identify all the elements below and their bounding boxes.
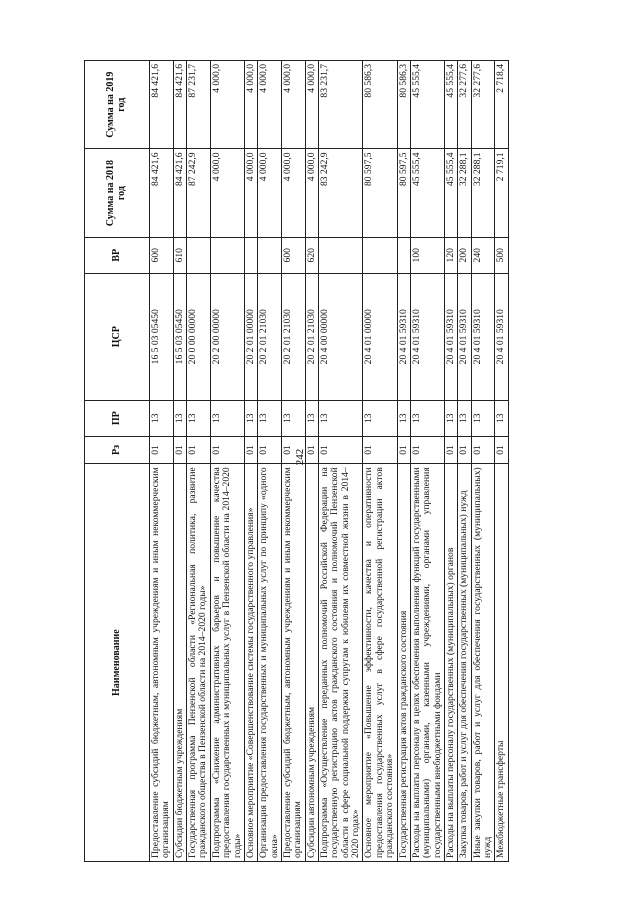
cell-sum-2019: 80 586,3 bbox=[363, 61, 397, 149]
budget-table-container bbox=[84, 60, 574, 862]
cell-vr: 600 bbox=[281, 237, 305, 273]
cell-name: Иные закупки товаров, работ и услуг для обеспечения государственных (муниципальных) нужд bbox=[471, 464, 495, 862]
cell-pr: 13 bbox=[410, 400, 444, 436]
cell-name: Расходы на выплаты персоналу в целях обеспечения выполнения функций государственными (муниципальными) органами, казенными учреждениями, органами управления государственными внебюджетными фондами bbox=[410, 464, 444, 862]
table-row bbox=[397, 61, 410, 862]
header-sum-2019: Сумма на 2019 год bbox=[85, 61, 150, 149]
cell-sum-2018: 84 421,6 bbox=[173, 149, 186, 237]
cell-name: Предоставление субсидий бюджетным, автономным учреждениям и иным некоммерческим организациям bbox=[281, 464, 305, 862]
cell-vr bbox=[319, 237, 363, 273]
header-sum-2018: Сумма на 2018 год bbox=[85, 149, 150, 237]
cell-vr: 500 bbox=[495, 237, 508, 273]
cell-rz: 01 bbox=[173, 436, 186, 464]
cell-rz: 01 bbox=[150, 436, 174, 464]
cell-csr: 16 5 03 05450 bbox=[150, 273, 174, 400]
cell-sum-2018: 32 288,1 bbox=[458, 149, 471, 237]
cell-csr: 16 5 03 05450 bbox=[173, 273, 186, 400]
cell-sum-2018: 4 000,0 bbox=[258, 149, 282, 237]
cell-rz: 01 bbox=[187, 436, 211, 464]
cell-csr: 20 2 01 21030 bbox=[258, 273, 282, 400]
cell-name: Основное мероприятие «Совершенствование системы государственного управления» bbox=[244, 464, 257, 862]
cell-rz: 01 bbox=[210, 436, 244, 464]
cell-csr: 20 4 01 00000 bbox=[363, 273, 397, 400]
cell-rz: 01 bbox=[281, 436, 305, 464]
cell-sum-2018: 84 421,6 bbox=[150, 149, 174, 237]
table-header-row bbox=[85, 61, 150, 862]
cell-sum-2018: 4 000,0 bbox=[305, 149, 318, 237]
budget-table bbox=[84, 60, 509, 862]
cell-rz: 01 bbox=[363, 436, 397, 464]
cell-name: Организация предоставления государственных и муниципальных услуг по принципу «одного окна» bbox=[258, 464, 282, 862]
cell-sum-2019: 32 277,6 bbox=[471, 61, 495, 149]
cell-pr: 13 bbox=[210, 400, 244, 436]
cell-name: Государственная регистрация актов гражданского состояния bbox=[397, 464, 410, 862]
cell-sum-2019: 45 555,4 bbox=[444, 61, 457, 149]
cell-sum-2019: 84 421,6 bbox=[173, 61, 186, 149]
cell-name: Субсидии автономным учреждениям bbox=[305, 464, 318, 862]
cell-pr: 13 bbox=[319, 400, 363, 436]
cell-sum-2019: 87 231,7 bbox=[187, 61, 211, 149]
table-row bbox=[210, 61, 244, 862]
cell-vr: 200 bbox=[458, 237, 471, 273]
cell-pr: 13 bbox=[244, 400, 257, 436]
cell-csr: 20 2 01 21030 bbox=[305, 273, 318, 400]
cell-pr: 13 bbox=[305, 400, 318, 436]
cell-pr: 13 bbox=[458, 400, 471, 436]
table-row bbox=[187, 61, 211, 862]
cell-rz: 01 bbox=[471, 436, 495, 464]
cell-name: Расходы на выплаты персоналу государственных (муниципальных) органов bbox=[444, 464, 457, 862]
cell-csr: 20 2 01 21030 bbox=[281, 273, 305, 400]
cell-rz: 01 bbox=[458, 436, 471, 464]
cell-sum-2019: 4 000,0 bbox=[210, 61, 244, 149]
cell-sum-2018: 2 719,1 bbox=[495, 149, 508, 237]
header-name: Наименование bbox=[85, 464, 150, 862]
cell-vr bbox=[363, 237, 397, 273]
cell-rz: 01 bbox=[410, 436, 444, 464]
cell-sum-2019: 2 718,4 bbox=[495, 61, 508, 149]
cell-vr: 600 bbox=[150, 237, 174, 273]
table-row bbox=[244, 61, 257, 862]
cell-pr: 13 bbox=[173, 400, 186, 436]
cell-csr: 20 2 00 00000 bbox=[210, 273, 244, 400]
table-row bbox=[444, 61, 457, 862]
cell-csr: 20 4 01 59310 bbox=[397, 273, 410, 400]
cell-sum-2018: 45 555,4 bbox=[410, 149, 444, 237]
table-row bbox=[305, 61, 318, 862]
table-row bbox=[258, 61, 282, 862]
cell-rz: 01 bbox=[244, 436, 257, 464]
cell-csr: 20 4 00 00000 bbox=[319, 273, 363, 400]
cell-rz: 01 bbox=[397, 436, 410, 464]
cell-sum-2019: 83 231,7 bbox=[319, 61, 363, 149]
cell-sum-2018: 45 555,4 bbox=[444, 149, 457, 237]
cell-csr: 20 4 01 59310 bbox=[410, 273, 444, 400]
cell-csr: 20 4 01 59310 bbox=[495, 273, 508, 400]
cell-pr: 13 bbox=[495, 400, 508, 436]
header-pr: ПР bbox=[85, 400, 150, 436]
cell-vr: 100 bbox=[410, 237, 444, 273]
table-row bbox=[150, 61, 174, 862]
header-csr: ЦСР bbox=[85, 273, 150, 400]
cell-name: Закупка товаров, работ и услуг для обеспечения государственных (муниципальных) нужд bbox=[458, 464, 471, 862]
cell-sum-2018: 83 242,9 bbox=[319, 149, 363, 237]
cell-sum-2018: 4 000,0 bbox=[210, 149, 244, 237]
cell-vr bbox=[397, 237, 410, 273]
cell-pr: 13 bbox=[471, 400, 495, 436]
table-row bbox=[458, 61, 471, 862]
table-row bbox=[319, 61, 363, 862]
cell-pr: 13 bbox=[281, 400, 305, 436]
cell-vr: 620 bbox=[305, 237, 318, 273]
cell-vr: 610 bbox=[173, 237, 186, 273]
cell-name: Субсидии бюджетным учреждениям bbox=[173, 464, 186, 862]
cell-sum-2018: 4 000,0 bbox=[244, 149, 257, 237]
cell-csr: 20 4 01 59310 bbox=[458, 273, 471, 400]
cell-sum-2018: 32 288,1 bbox=[471, 149, 495, 237]
table-row bbox=[471, 61, 495, 862]
cell-pr: 13 bbox=[397, 400, 410, 436]
cell-rz: 01 bbox=[305, 436, 318, 464]
cell-vr bbox=[210, 237, 244, 273]
cell-sum-2019: 4 000,0 bbox=[305, 61, 318, 149]
cell-pr: 13 bbox=[150, 400, 174, 436]
cell-vr bbox=[187, 237, 211, 273]
table-row bbox=[173, 61, 186, 862]
header-rz: Рз bbox=[85, 436, 150, 464]
cell-sum-2019: 4 000,0 bbox=[281, 61, 305, 149]
cell-sum-2019: 32 277,6 bbox=[458, 61, 471, 149]
cell-pr: 13 bbox=[187, 400, 211, 436]
cell-sum-2019: 84 421,6 bbox=[150, 61, 174, 149]
cell-sum-2019: 45 555,4 bbox=[410, 61, 444, 149]
cell-sum-2018: 80 597,5 bbox=[363, 149, 397, 237]
cell-sum-2018: 4 000,0 bbox=[281, 149, 305, 237]
table-row bbox=[281, 61, 305, 862]
table-row bbox=[495, 61, 508, 862]
cell-pr: 13 bbox=[363, 400, 397, 436]
table-row bbox=[363, 61, 397, 862]
cell-pr: 13 bbox=[258, 400, 282, 436]
cell-name: Подпрограмма «Осуществление переданных полномочий Российской Федерации на государственную регистрацию актов гражданского состояния и полномочий Пензенской области в сфере социальной поддержки супругам к юбилеям их совместной жизни в 2014–2020 годах» bbox=[319, 464, 363, 862]
cell-pr: 13 bbox=[444, 400, 457, 436]
cell-csr: 20 4 01 59310 bbox=[471, 273, 495, 400]
cell-csr: 20 0 00 00000 bbox=[187, 273, 211, 400]
cell-name: Предоставление субсидий бюджетным, автономным учреждениям и иным некоммерческим организациям bbox=[150, 464, 174, 862]
cell-sum-2018: 87 242,9 bbox=[187, 149, 211, 237]
cell-vr: 120 bbox=[444, 237, 457, 273]
cell-rz: 01 bbox=[319, 436, 363, 464]
cell-name: Основное мероприятие «Повышение эффективности, качества и оперативности предоставления государственных услуг в сфере государственной регистрации актов гражданского состояния» bbox=[363, 464, 397, 862]
cell-rz: 01 bbox=[444, 436, 457, 464]
cell-name: Межбюджетные трансферты bbox=[495, 464, 508, 862]
cell-csr: 20 2 01 00000 bbox=[244, 273, 257, 400]
cell-sum-2019: 80 586,3 bbox=[397, 61, 410, 149]
table-body bbox=[150, 61, 509, 862]
cell-rz: 01 bbox=[258, 436, 282, 464]
cell-rz: 01 bbox=[495, 436, 508, 464]
cell-vr bbox=[258, 237, 282, 273]
cell-sum-2019: 4 000,0 bbox=[244, 61, 257, 149]
cell-csr: 20 4 01 59310 bbox=[444, 273, 457, 400]
cell-vr bbox=[244, 237, 257, 273]
header-vr: ВР bbox=[85, 237, 150, 273]
cell-sum-2019: 4 000,0 bbox=[258, 61, 282, 149]
page-number: 242 bbox=[294, 448, 306, 466]
cell-vr: 240 bbox=[471, 237, 495, 273]
cell-name: Государственная программа Пензенской области «Региональная политика, развитие гражданского общества в Пензенской области на 2014–2020 годы» bbox=[187, 464, 211, 862]
cell-sum-2018: 80 597,5 bbox=[397, 149, 410, 237]
cell-name: Подпрограмма «Снижение административных барьеров и повышение качества предоставления государственных и муниципальных услуг в Пензенской области на 2014–2020 годы» bbox=[210, 464, 244, 862]
table-row bbox=[410, 61, 444, 862]
